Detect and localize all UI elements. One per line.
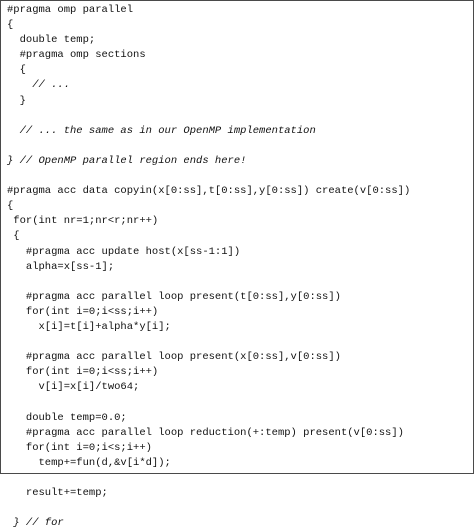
code-comment-line: // ...	[7, 79, 71, 92]
code-blank-line	[7, 275, 410, 290]
code-line: {	[7, 64, 26, 77]
code-line: #pragma acc data copyin(x[0:ss],t[0:ss],y[0:ss]) create(v[0:ss])	[7, 185, 411, 198]
code-blank-line	[7, 169, 410, 184]
code-line: for(int nr=1;nr<r;nr++)	[7, 215, 159, 228]
code-line: #pragma acc parallel loop present(x[0:ss],v[0:ss])	[7, 351, 341, 364]
code-line: for(int i=0;i<s;i++)	[7, 441, 152, 454]
code-line: v[i]=x[i]/two64;	[7, 381, 140, 394]
code-line: #pragma omp parallel	[7, 4, 134, 16]
code-comment-line: } // OpenMP parallel region ends here!	[7, 154, 247, 167]
code-blank-line	[7, 471, 410, 486]
code-blank-line	[7, 109, 410, 124]
code-blank-line	[7, 501, 410, 516]
code-line: double temp=0.0;	[7, 411, 127, 424]
code-line: #pragma omp sections	[7, 49, 146, 62]
code-line: alpha=x[ss-1];	[7, 260, 115, 273]
code-line: result+=temp;	[7, 487, 108, 499]
code-comment-line: // ... the same as in our OpenMP implementation	[7, 124, 316, 137]
code-blank-line	[7, 139, 410, 154]
code-listing	[7, 3, 410, 531]
code-line: #pragma acc parallel loop reduction(+:temp) present(v[0:ss])	[7, 426, 404, 439]
code-line: #pragma acc update host(x[ss-1:1])	[7, 245, 241, 258]
code-line: double temp;	[7, 34, 96, 47]
code-line: {	[7, 230, 20, 243]
code-line: {	[7, 19, 14, 32]
code-line: x[i]=t[i]+alpha*y[i];	[7, 320, 171, 333]
code-blank-line	[7, 395, 410, 410]
code-line: }	[7, 94, 26, 107]
code-line: for(int i=0;i<ss;i++)	[7, 305, 159, 318]
code-comment-line: } // for	[7, 517, 64, 530]
code-blank-line	[7, 335, 410, 350]
code-line: #pragma acc parallel loop present(t[0:ss],y[0:ss])	[7, 290, 341, 303]
code-line: for(int i=0;i<ss;i++)	[7, 366, 159, 379]
code-line: {	[7, 200, 14, 213]
code-line: temp+=fun(d,&v[i*d]);	[7, 456, 171, 469]
